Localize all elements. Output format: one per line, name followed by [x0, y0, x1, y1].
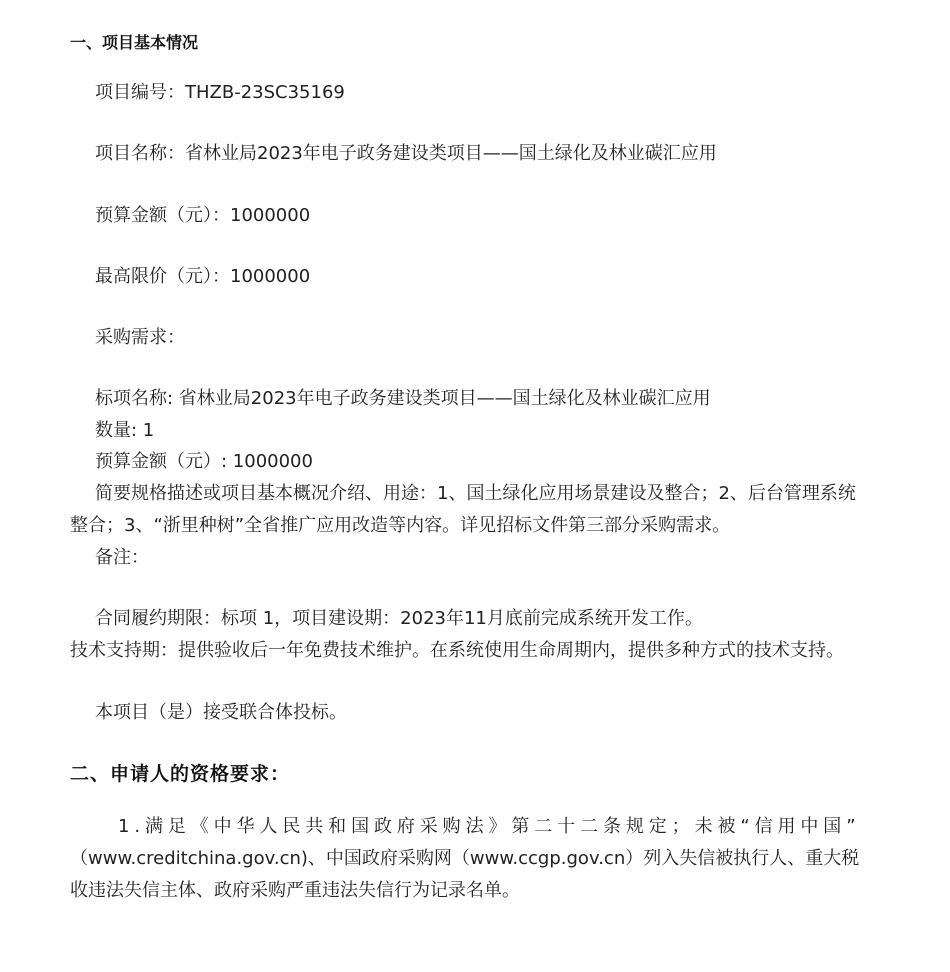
contract-period: 合同履约期限：标项 1，项目建设期：2023年11月底前完成系统开发工作。	[95, 608, 703, 629]
section-1-heading: 一、项目基本情况	[70, 33, 199, 52]
consortium-statement: 本项目（是）接受联合体投标。	[95, 702, 347, 723]
remark-label: 备注：	[95, 547, 149, 568]
lot-budget: 预算金额（元）: 1000000	[95, 451, 313, 472]
requirement-1-line-3: 收违法失信主体、政府采购严重违法失信行为记录名单。	[70, 880, 520, 901]
section-2-heading: 二、申请人的资格要求：	[70, 763, 291, 785]
project-number: 项目编号：THZB-23SC35169	[95, 82, 345, 103]
requirement-1-line-1: 1.满足《中华人民共和国政府采购法》第二十二条规定；未被“信用中国”	[118, 816, 861, 837]
max-price: 最高限价（元）：1000000	[95, 266, 311, 287]
lot-name: 标项名称: 省林业局2023年电子政务建设类项目——国土绿化及林业碳汇应用	[95, 388, 711, 409]
requirement-1-line-2: （www.creditchina.gov.cn)、中国政府采购网（www.ccgp.gov.cn）列入失信被执行人、重大税	[70, 848, 860, 869]
project-name: 项目名称：省林业局2023年电子政务建设类项目——国土绿化及林业碳汇应用	[95, 143, 717, 164]
lot-quantity: 数量: 1	[95, 420, 155, 441]
budget-amount: 预算金额（元）：1000000	[95, 205, 311, 226]
tech-support-period: 技术支持期：提供验收后一年免费技术维护。在系统使用生命周期内，提供多种方式的技术支持。	[70, 640, 844, 661]
brief-description-line-2: 整合；3、“浙里种树”全省推广应用改造等内容。详见招标文件第三部分采购需求。	[70, 515, 731, 536]
purchase-requirements-label: 采购需求：	[95, 327, 185, 348]
brief-description-line-1: 简要规格描述或项目基本概况介绍、用途：1、国土绿化应用场景建设及整合；2、后台管理系统	[95, 483, 856, 504]
